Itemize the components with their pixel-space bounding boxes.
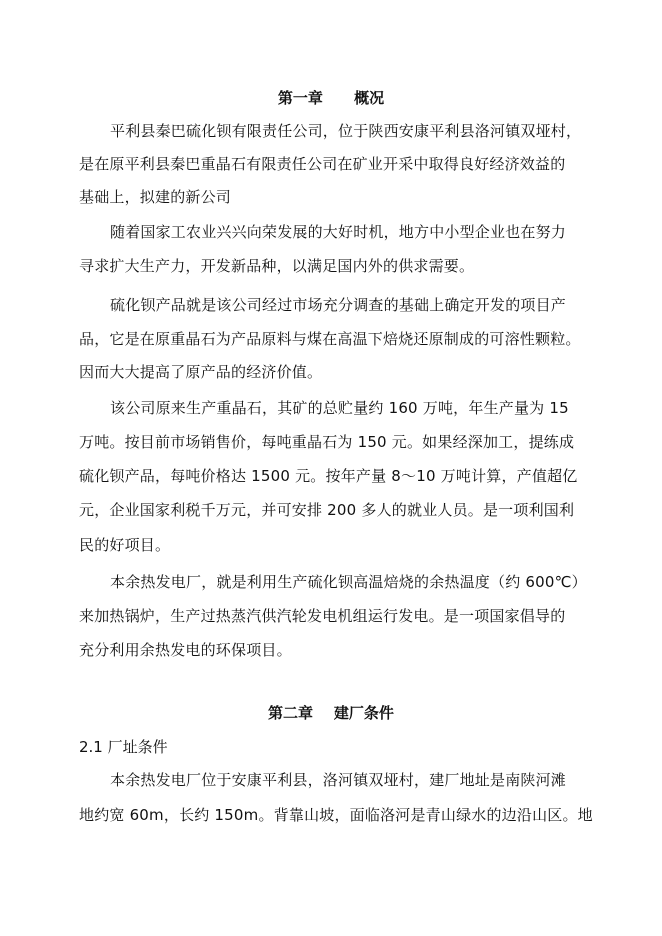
- section-2-1-title: 2.1 厂址条件: [79, 738, 168, 756]
- ch1-p4-line5: 民的好项目。: [79, 536, 171, 554]
- ch1-p5-line2: 来加热锅炉，生产过热蒸汽供汽轮发电机组运行发电。是一项国家倡导的: [79, 607, 566, 625]
- ch1-p1-line2: 是在原平利县秦巴重晶石有限责任公司在矿业开采中取得良好经济效益的: [79, 155, 566, 173]
- ch1-p3-line1: 硫化钡产品就是该公司经过市场充分调查的基础上确定开发的项目产: [110, 296, 567, 314]
- ch1-p1-line3: 基础上，拟建的新公司: [79, 188, 232, 206]
- ch1-p3-line2: 品，它是在原重晶石为产品原料与煤在高温下焙烧还原制成的可溶性颗粒。: [79, 330, 581, 348]
- chapter2-title: 第二章 建厂条件: [268, 704, 394, 722]
- ch2-p1-line1: 本余热发电厂位于安康平利县，洛河镇双垭村，建厂地址是南陕河滩: [110, 771, 567, 789]
- ch1-p4-line3: 硫化钡产品，每吨价格达 1500 元。按年产量 8～10 万吨计算，产值超亿: [79, 467, 578, 485]
- ch1-p2-line1: 随着国家工农业兴兴向荣发展的大好时机，地方中小型企业也在努力: [110, 223, 567, 241]
- ch1-p3-line3: 因而大大提高了原产品的经济价值。: [79, 363, 323, 381]
- ch1-p5-line3: 充分利用余热发电的环保项目。: [79, 641, 292, 659]
- chapter1-title: 第一章 概况: [277, 89, 385, 107]
- ch1-p1-line1: 平利县秦巴硫化钡有限责任公司，位于陕西安康平利县洛河镇双垭村，: [110, 122, 582, 140]
- ch1-p4-line1: 该公司原来生产重晶石，其矿的总贮量约 160 万吨，年生产量为 15: [110, 399, 569, 417]
- ch1-p4-line4: 元，企业国家利税千万元，并可安排 200 多人的就业人员。是一项利国利: [79, 501, 575, 519]
- ch2-p1-line2: 地约宽 60m，长约 150m。背靠山坡，面临洛河是青山绿水的边沿山区。地: [79, 806, 593, 824]
- ch1-p5-line1: 本余热发电厂，就是利用生产硫化钡高温焙烧的余热温度（约 600℃）: [110, 573, 587, 591]
- ch1-p2-line2: 寻求扩大生产力，开发新品种，以满足国内外的供求需要。: [79, 257, 475, 275]
- ch1-p4-line2: 万吨。按目前市场销售价，每吨重晶石为 150 元。如果经深加工，提练成: [79, 433, 575, 451]
